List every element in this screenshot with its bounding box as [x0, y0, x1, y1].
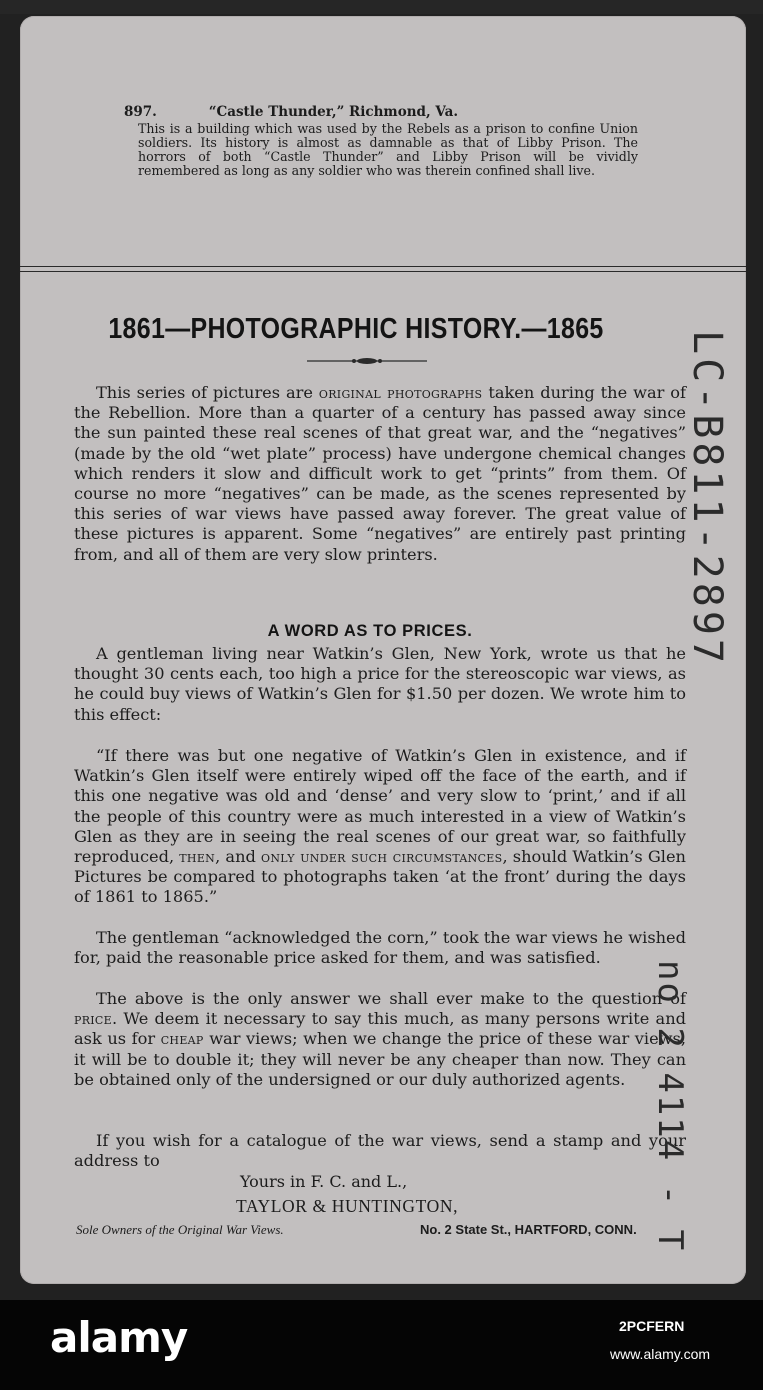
stereograph-card-back	[20, 16, 746, 1284]
page-title: 1861—PHOTOGRAPHIC HISTORY.—1865	[108, 313, 604, 345]
intro-paragraph	[74, 383, 686, 565]
answer-part2: . We deem it necessary to say this much, as many persons write and ask us for	[74, 1009, 686, 1049]
quote-part2: , should Watkin’s Glen Pictures be compared to photographs taken ‘at the front’ during the days of 1861 to 1865.”	[74, 847, 686, 907]
intro-text-before: This series of pictures are	[96, 383, 319, 402]
footer-address: No. 2 State St., HARTFORD, CONN.	[420, 1222, 637, 1237]
intro-text-after: taken during the war of the Rebellion. More than a quarter of a century has passed away since the sun painted these real scenes of that great war, and the “negatives” (made by the old “wet plate” process) have undergone chemical changes which renders it slow and difficult work to get “prints” from them. Of course no more “negatives” can be made, as the scenes represented by this series of war views have passed away forever. The great value of these pictures is apparent. Some “negatives” are entirely past printing from, and all of them are very slow printers.	[74, 383, 686, 564]
prices-heading: A WORD AS TO PRICES.	[267, 622, 473, 640]
footer-tagline: Sole Owners of the Original War Views.	[76, 1222, 284, 1237]
answer-price: price	[74, 1009, 112, 1029]
answer-cheap: cheap	[160, 1029, 204, 1049]
quote-and: , and	[215, 847, 262, 867]
top-border-strip	[0, 0, 763, 14]
quote-then: then	[179, 847, 216, 867]
divider-rule-top	[20, 266, 746, 267]
entry-number: 897.	[124, 104, 157, 120]
answer-paragraph	[74, 989, 686, 1090]
stock-url-link[interactable]: www.alamy.com	[610, 1346, 711, 1362]
handwritten-lot-number	[640, 960, 692, 1260]
divider-rule-bottom	[20, 271, 746, 272]
company-name: TAYLOR & HUNTINGTON,	[236, 1196, 459, 1216]
answer-part3: war views; when we change the price of these war views, it will be to double it; they will never be any cheaper than now. They can be obtained only of the undersigned or our duly authorized agents.	[74, 1029, 686, 1089]
entry-caption	[20, 16, 746, 266]
closing-salutation: Yours in F. C. and L.,	[240, 1172, 408, 1191]
acknowledged-paragraph: The gentleman “acknowledged the corn,” took the war views he wished for, paid the reasonable price asked for them, and was satisfied.	[74, 928, 686, 968]
entry-title: “Castle Thunder,” Richmond, Va.	[208, 104, 459, 120]
ornament-divider-icon	[307, 356, 427, 366]
handwritten-lot-number-text: no 2 4114 - T	[650, 960, 690, 1253]
stock-image-id: 2PCFERN	[619, 1318, 685, 1334]
entry-heading	[124, 104, 458, 120]
entry-description: This is a building which was used by the Rebels as a prison to confine Union soldiers. Its history is almost as damnable as that of Libby Prison. The horrors of both “Castle Thunder” and Libby Prison will be vividly remembered as long as any soldier who was therein confined shall live.	[138, 121, 638, 178]
catalogue-paragraph: If you wish for a catalogue of the war views, send a stamp and your address to	[74, 1131, 686, 1171]
answer-part1: The above is the only answer we shall ever make to the question of	[96, 989, 686, 1008]
letter-paragraph: A gentleman living near Watkin’s Glen, New York, wrote us that he thought 30 cents each, too high a price for the stereoscopic war views, as he could buy views of Watkin’s Glen for $1.50 per dozen. We wrote him to this effect:	[74, 644, 686, 724]
stock-logo: alamy	[50, 1313, 188, 1362]
handwritten-call-number-text: LC-B811-2897	[684, 330, 730, 667]
quote-part1: “If there was but one negative of Watkin’s Glen in existence, and if Watkin’s Glen itself were entirely wiped off the face of the earth, and if this one negative was old and ‘dense’ and very slow to ‘print,’ and if all the people of this country were as much interested in a view of Watkin’s Glen as they are in seeing the real scenes of our great war, so faithfully reproduced,	[74, 746, 686, 867]
quote-only-under: only under such circumstances	[261, 847, 503, 867]
intro-emphasis: original photographs	[318, 383, 483, 402]
quote-paragraph	[74, 746, 686, 908]
